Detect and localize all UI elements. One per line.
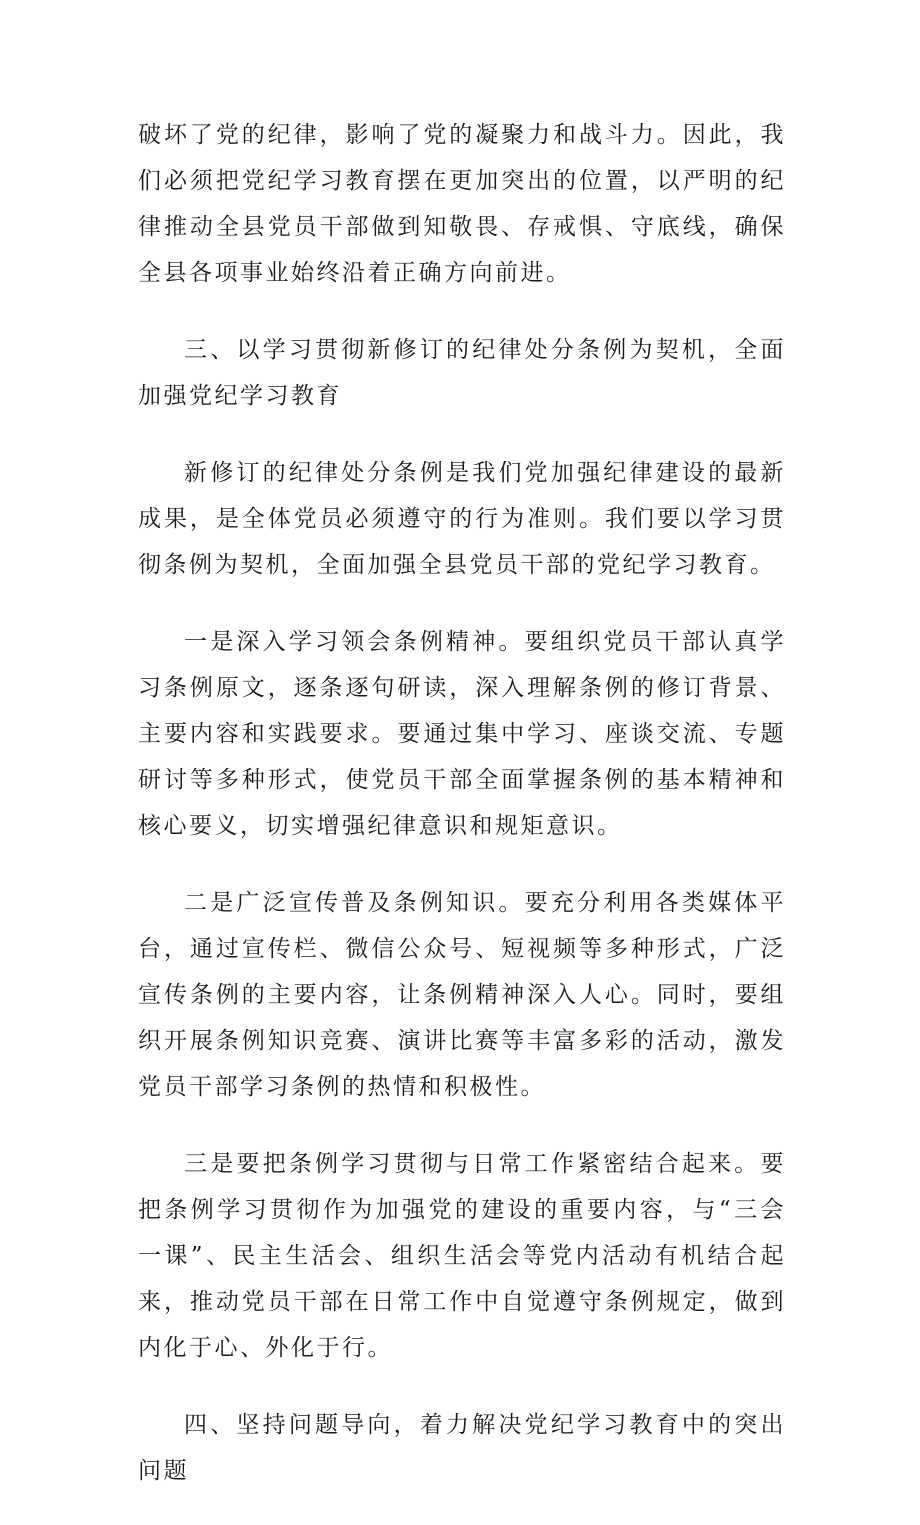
paragraph-point-one: 一是深入学习领会条例精神。要组织党员干部认真学习条例原文，逐条逐句研读，深入理解条例的修订背景、主要内容和实践要求。要通过集中学习、座谈交流、专题研讨等多种形式，使党员干部全面掌握条例的基本精神和核心要义，切实增强纪律意识和规矩意识。	[138, 629, 786, 839]
paragraph-intro: 新修订的纪律处分条例是我们党加强纪律建设的最新成果，是全体党员必须遵守的行为准则。我们要以学习贯彻条例为契机，全面加强全县党员干部的党纪学习教育。	[138, 460, 786, 578]
section-heading-four: 四、坚持问题导向，着力解决党纪学习教育中的突出问题	[138, 1412, 786, 1484]
paragraph-point-two: 二是广泛宣传普及条例知识。要充分利用各类媒体平台，通过宣传栏、微信公众号、短视频等多种形式，广泛宣传条例的主要内容，让条例精神深入人心。同时，要组织开展条例知识竞赛、演讲比赛等丰富多彩的活动，激发党员干部学习条例的热情和积极性。	[138, 890, 786, 1100]
paragraph-point-three: 三是要把条例学习贯彻与日常工作紧密结合起来。要把条例学习贯彻作为加强党的建设的重要内容，与“三会一课”、民主生活会、组织生活会等党内活动有机结合起来，推动党员干部在日常工作中自觉遵守条例规定，做到内化于心、外化于行。	[138, 1151, 786, 1361]
paragraph-continuation: 破坏了党的纪律，影响了党的凝聚力和战斗力。因此，我们必须把党纪学习教育摆在更加突出的位置，以严明的纪律推动全县党员干部做到知敬畏、存戒惧、守底线，确保全县各项事业始终沿着正确方向前进。	[138, 122, 786, 286]
section-heading-three: 三、以学习贯彻新修订的纪律处分条例为契机，全面加强党纪学习教育	[138, 337, 786, 409]
document-body	[138, 112, 786, 1525]
